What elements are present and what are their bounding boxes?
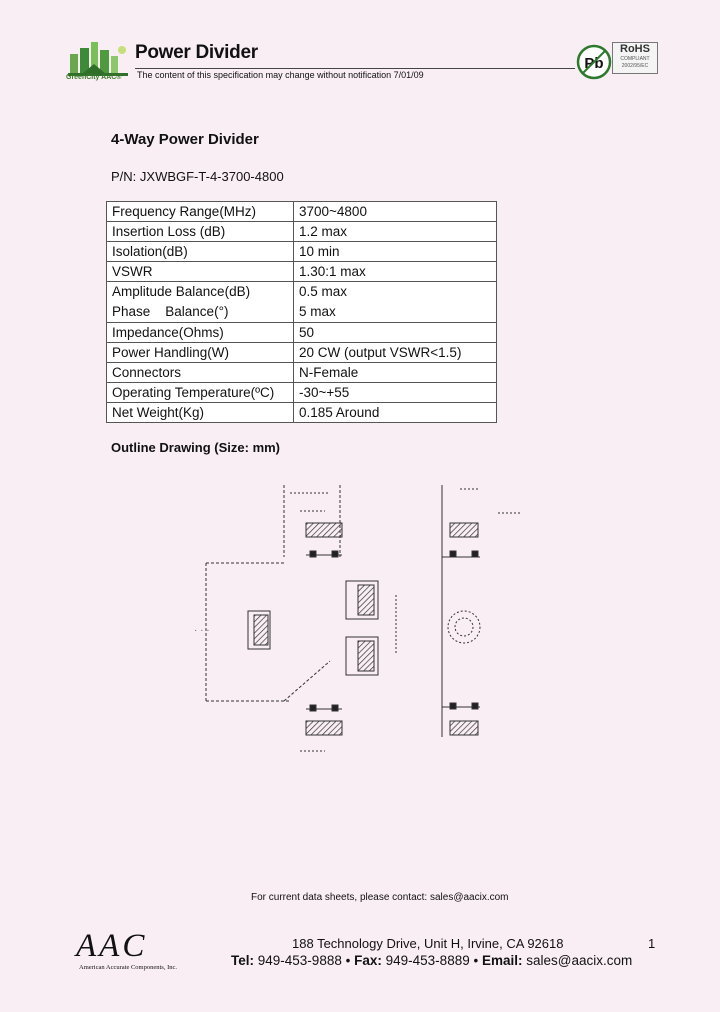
spec-param: Frequency Range(MHz) (107, 202, 294, 222)
part-number: P/N: JXWBGF-T-4-3700-4800 (111, 169, 284, 184)
spec-value: 1.2 max (294, 222, 497, 242)
spec-value: 1.30:1 max (294, 262, 497, 282)
spec-value: 10 min (294, 242, 497, 262)
table-row (107, 403, 497, 423)
email-address: sales@aacix.com (526, 953, 633, 968)
lead-free-badge (576, 44, 612, 80)
header-rule (135, 68, 575, 69)
tel-label: Tel: (231, 953, 254, 968)
company-name: American Accurate Components, Inc. (79, 964, 178, 971)
spec-value: 3700~4800 (294, 202, 497, 222)
change-notice: The content of this specification may change without notification 7/01/09 (137, 70, 424, 80)
table-row (107, 282, 497, 323)
tel-number: 949-453-9888 (257, 953, 342, 968)
table-row (107, 343, 497, 363)
svg-text:· · ·: · · · (194, 625, 210, 636)
spec-param: Power Handling(W) (107, 343, 294, 363)
outline-drawing (180, 475, 540, 775)
table-row (107, 242, 497, 262)
table-row (107, 323, 497, 343)
table-row (107, 262, 497, 282)
spec-param: Isolation(dB) (107, 242, 294, 262)
spec-param: Insertion Loss (dB) (107, 222, 294, 242)
spec-table (106, 201, 497, 423)
spec-param: Connectors (107, 363, 294, 383)
fax-number: 949-453-8889 (385, 953, 470, 968)
spec-param: Operating Temperature(ºC) (107, 383, 294, 403)
spec-value: 50 (294, 323, 497, 343)
contact-line: For current data sheets, please contact: sales@aacix.com (251, 892, 509, 903)
fax-label: Fax: (354, 953, 382, 968)
spec-value: 5 max (299, 304, 336, 319)
aac-logo: AAC (76, 928, 148, 964)
spec-value: 0.185 Around (294, 403, 497, 423)
rohs-title: RoHS (620, 43, 650, 55)
outline-title: Outline Drawing (Size: mm) (111, 440, 281, 455)
table-row (107, 222, 497, 242)
separator: • (345, 953, 351, 968)
spec-value: 20 CW (output VSWR<1.5) (294, 343, 497, 363)
pb-badge-text: Pb (584, 55, 604, 72)
rohs-badge (612, 42, 658, 74)
document-title: Power Divider (135, 42, 258, 63)
spec-value: N-Female (294, 363, 497, 383)
logo-text: GreenCity AAC® (66, 74, 122, 81)
spec-param: VSWR (107, 262, 294, 282)
table-row (107, 363, 497, 383)
rohs-directive: 2002/95/EC (621, 63, 649, 69)
spec-value: -30~+55 (294, 383, 497, 403)
email-label: Email: (481, 953, 523, 968)
spec-value: 0.5 max (299, 284, 348, 299)
rohs-subtitle: COMPLIANT (620, 56, 650, 62)
spec-param: Amplitude Balance(dB) (112, 284, 251, 299)
page-number: 1 (648, 936, 656, 951)
separator: • (473, 953, 479, 968)
spec-param: Phase Balance(°) (112, 304, 229, 319)
product-title: 4-Way Power Divider (111, 131, 259, 148)
table-row (107, 383, 497, 403)
spec-param-merged (107, 282, 294, 323)
spec-value-merged (294, 282, 497, 323)
contact-details (231, 953, 632, 968)
spec-param: Impedance(Ohms) (107, 323, 294, 343)
company-address: 188 Technology Drive, Unit H, Irvine, CA 92618 (292, 936, 564, 951)
spec-param: Net Weight(Kg) (107, 403, 294, 423)
table-row (107, 202, 497, 222)
